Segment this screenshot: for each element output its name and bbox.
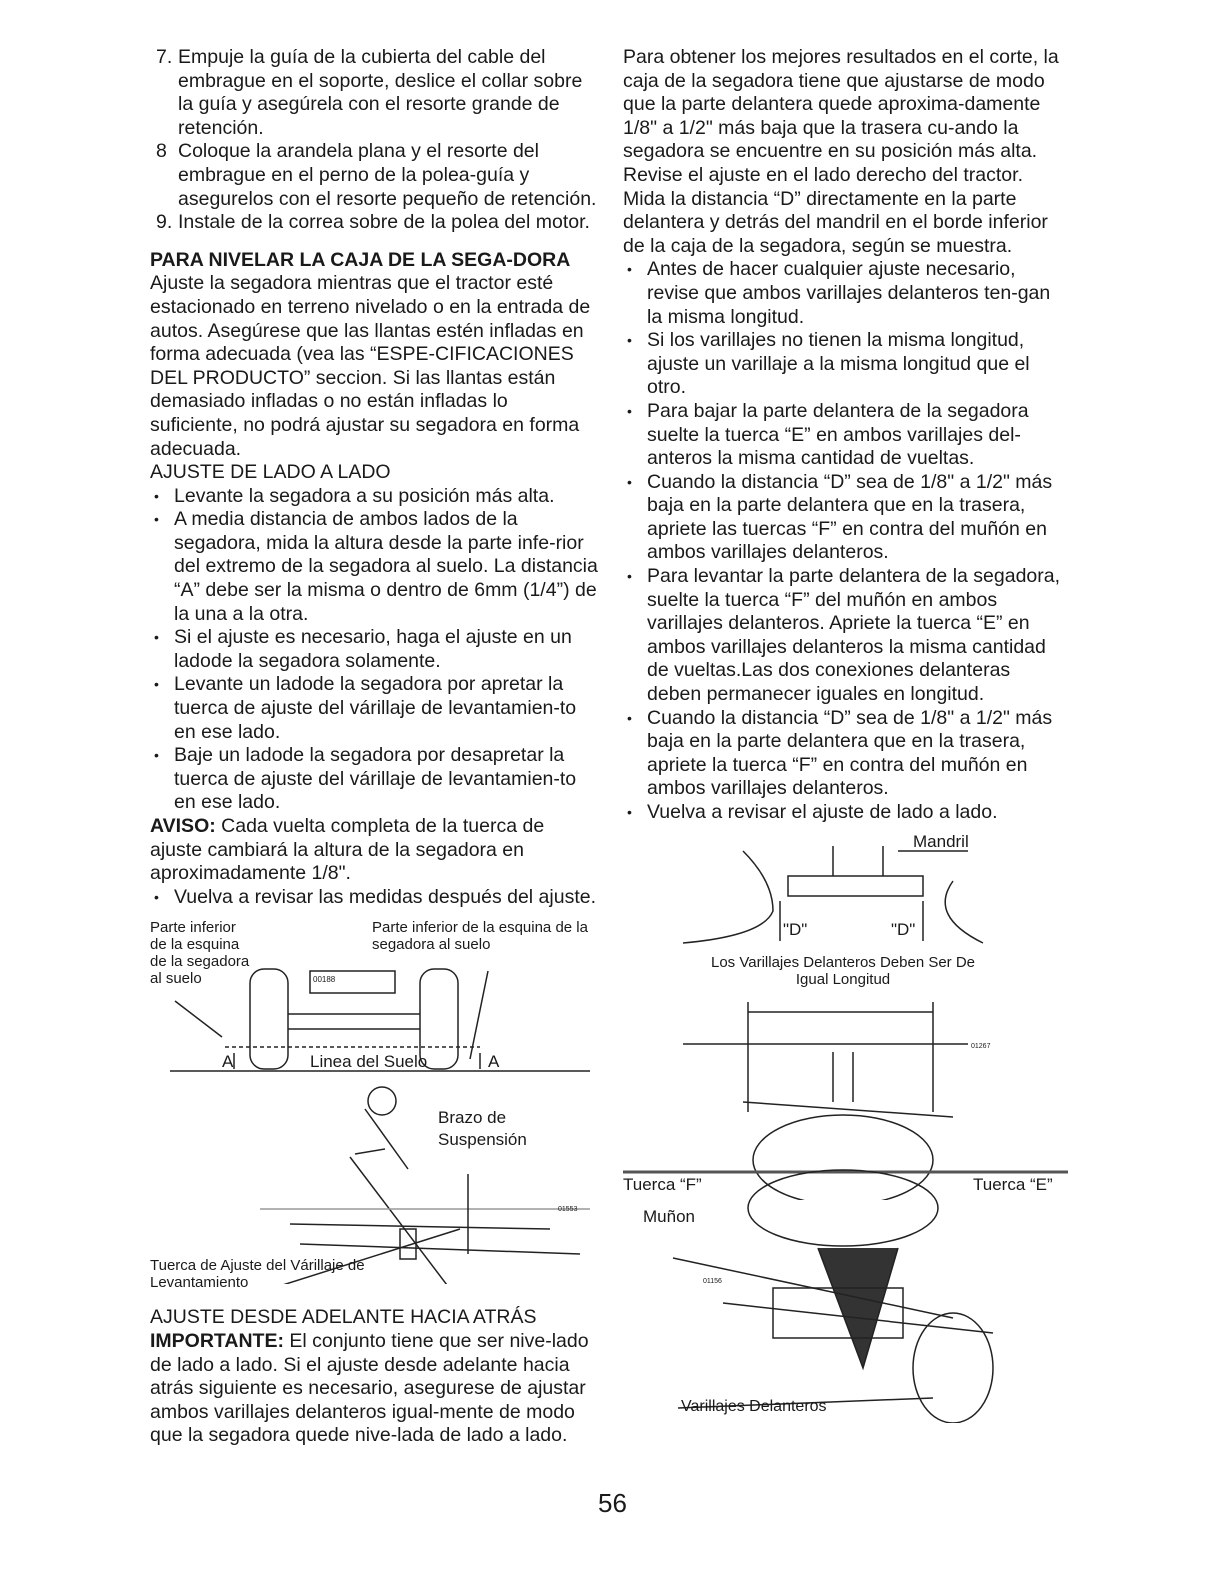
figure-code: 01553 — [558, 1206, 578, 1214]
step-number: 7. — [156, 46, 173, 68]
step-text: Instale de la correa sobre de la polea del motor. — [178, 211, 590, 234]
front-adjust-bullets — [623, 258, 1068, 824]
list-item: • Levante un ladode la segadora por apretar la tuerca de ajuste del várillaje de levantamien-to en ese lado. — [150, 673, 598, 744]
step-text: Coloque la arandela plana y el resorte del embrague en el perno de la polea-guía y asegurelos con el resorte pequeño de retención. — [178, 140, 597, 210]
level-intro-text: Ajuste la segadora mientras que el tractor esté estacionado en terreno nivelado o en la entrada de autos. Asegúrese que las llantas estén infladas en forma adecuada (vea las “ESPE-CIFICACIONES DEL PRODUCTO” seccion. Si las llantas están demasiado infladas o no están infladas lo suficiente, no podrá ajustar su segadora en forma adecuada. — [150, 272, 591, 460]
right-check-text: Revise el ajuste en el lado derecho del tractor. Mida la distancia “D” directamente en la parte delantera y detrás del mandril en el borde inferior de la caja de la segadora, según se muestra. — [623, 163, 1048, 257]
steps-list — [150, 46, 598, 235]
figure-label-left-corner: Parte inferior de la esquina de la segadora al suelo — [150, 919, 250, 988]
recheck-bullets — [150, 886, 598, 910]
distance-d-front: "D" — [783, 919, 808, 939]
figure-code: 01267 — [971, 1042, 991, 1050]
step-number: 9. — [156, 211, 173, 234]
side-to-side-heading: AJUSTE DE LADO A LADO — [150, 461, 391, 484]
mandril-label: Mandril — [913, 831, 969, 851]
front-linkages-caption: Varillajes Delanteros — [681, 1397, 827, 1415]
arm-label: Brazo de Suspensión — [438, 1108, 527, 1150]
distance-a-left: A — [222, 1052, 234, 1072]
ground-line-label: Linea del Suelo — [310, 1052, 428, 1072]
list-item: • Levante la segadora a su posición más alta. — [150, 485, 598, 509]
list-item: • Si los varillajes no tienen la misma longitud, ajuste un varillaje a la misma longitud que el otro. — [623, 329, 1068, 400]
list-item: • Para bajar la parte delantera de la segadora suelte la tuerca “E” en ambos varillajes del-anteros la misma cantidad de vueltas. — [623, 400, 1068, 471]
figure-suspension-arm — [150, 1079, 598, 1292]
figure-code: 00188 — [313, 975, 336, 985]
front-linkage-detail — [623, 1168, 1068, 1423]
distance-d-rear: "D" — [891, 919, 916, 939]
figure-d-distance — [623, 831, 1068, 946]
equal-length-caption: Los Varillajes Delanteros Deben Ser De Igual Longitud — [710, 953, 976, 988]
lift-nut-label: Tuerca de Ajuste del Várillaje de Levantamiento — [150, 1257, 365, 1292]
list-item: • Para levantar la parte delantera de la segadora, suelte la tuerca “F” del muñón en ambos varillajes delanteros. Apriete la tuerca “E” en ambos varillajes delanteros la misma cantidad de vueltas.Las dos conexiones delanteras deben permanecer iguales en longitud. — [623, 565, 1068, 707]
nut-f-label: Tuerca “F” — [623, 1174, 702, 1194]
step-item — [150, 211, 598, 235]
figure-code: 01156 — [703, 1277, 722, 1285]
list-item: • A media distancia de ambos lados de la segadora, mida la altura desde la parte infe-rior del extremo de la segadora al suelo. La distancia “A” debe ser la misma o dentro de 6mm (1/4”) de la una a la otra. — [150, 508, 598, 626]
figure-equal-linkages — [623, 954, 1068, 1162]
importante-label: IMPORTANTE: — [150, 1329, 284, 1352]
aviso-label: AVISO: — [150, 815, 216, 837]
step-item — [150, 140, 598, 211]
list-item: • Vuelva a revisar las medidas después del ajuste. — [150, 886, 598, 910]
figure-front-linkages — [623, 1168, 1068, 1423]
spindle-diagram — [623, 831, 1068, 946]
page-number: 56 — [598, 1488, 627, 1518]
figure-label-right-corner: Parte inferior de la esquina de la segadora al suelo — [372, 919, 588, 954]
distance-a-right: A — [488, 1052, 500, 1072]
aviso-note — [150, 815, 598, 886]
list-item: • Cuando la distancia “D” sea de 1/8" a 1/2" más baja en la parte delantera que en la trasera, apriete las tuercas “F” en contra del muñón en ambos varillajes delanteros. — [623, 471, 1068, 565]
nut-e-label: Tuerca “E” — [973, 1174, 1053, 1194]
list-item: • Vuelva a revisar el ajuste de lado a lado. — [623, 801, 1068, 825]
importante-text: El conjunto tiene que ser nive-lado de lado a lado. Si el ajuste desde adelante hacia atrás siguiente es necesario, asegurese de ajustar ambos varillajes delanteros igual-mente de modo que la segadora quede nive-lada de lado a lado. — [150, 1329, 589, 1447]
front-to-back-heading: AJUSTE DESDE ADELANTE HACIA ATRÁS — [150, 1306, 537, 1329]
trunnion-label: Muñon — [643, 1206, 695, 1226]
importante-note — [150, 1330, 598, 1448]
step-number: 8 — [156, 140, 167, 163]
left-column — [150, 46, 598, 1448]
aviso-text: Cada vuelta completa de la tuerca de ajuste cambiará la altura de la segadora en aproximadamente 1/8". — [150, 815, 545, 885]
right-column — [623, 46, 1068, 1423]
right-intro-text: Para obtener los mejores resultados en el corte, la caja de la segadora tiene que ajustarse de modo que la parte delantera quede aproxima-damente 1/8" a 1/2" más baja que la trasera cu-ando la segadora se encuentre en su posición más alta. — [623, 46, 1059, 163]
step-text: Empuje la guía de la cubierta del cable del embrague en el soporte, deslice el collar sobre la guía y asegúrela con el resorte grande de retención. — [178, 46, 583, 139]
list-item: • Baje un ladode la segadora por desapretar la tuerca de ajuste del várillaje de levantamien-to en ese lado. — [150, 744, 598, 815]
section-heading-level-deck: PARA NIVELAR LA CAJA DE LA SEGA-DORA — [150, 248, 571, 271]
list-item: • Si el ajuste es necesario, haga el ajuste en un ladode la segadora solamente. — [150, 626, 598, 673]
list-item: • Antes de hacer cualquier ajuste necesario, revise que ambos varillajes delanteros ten-gan la misma longitud. — [623, 258, 1068, 329]
step-item — [150, 46, 598, 140]
side-to-side-bullets — [150, 485, 598, 815]
list-item: • Cuando la distancia “D” sea de 1/8" a 1/2" más baja en la parte delantera que en la trasera, apriete la tuerca “F” en contra del muñón en ambos varillajes delanteros. — [623, 707, 1068, 801]
